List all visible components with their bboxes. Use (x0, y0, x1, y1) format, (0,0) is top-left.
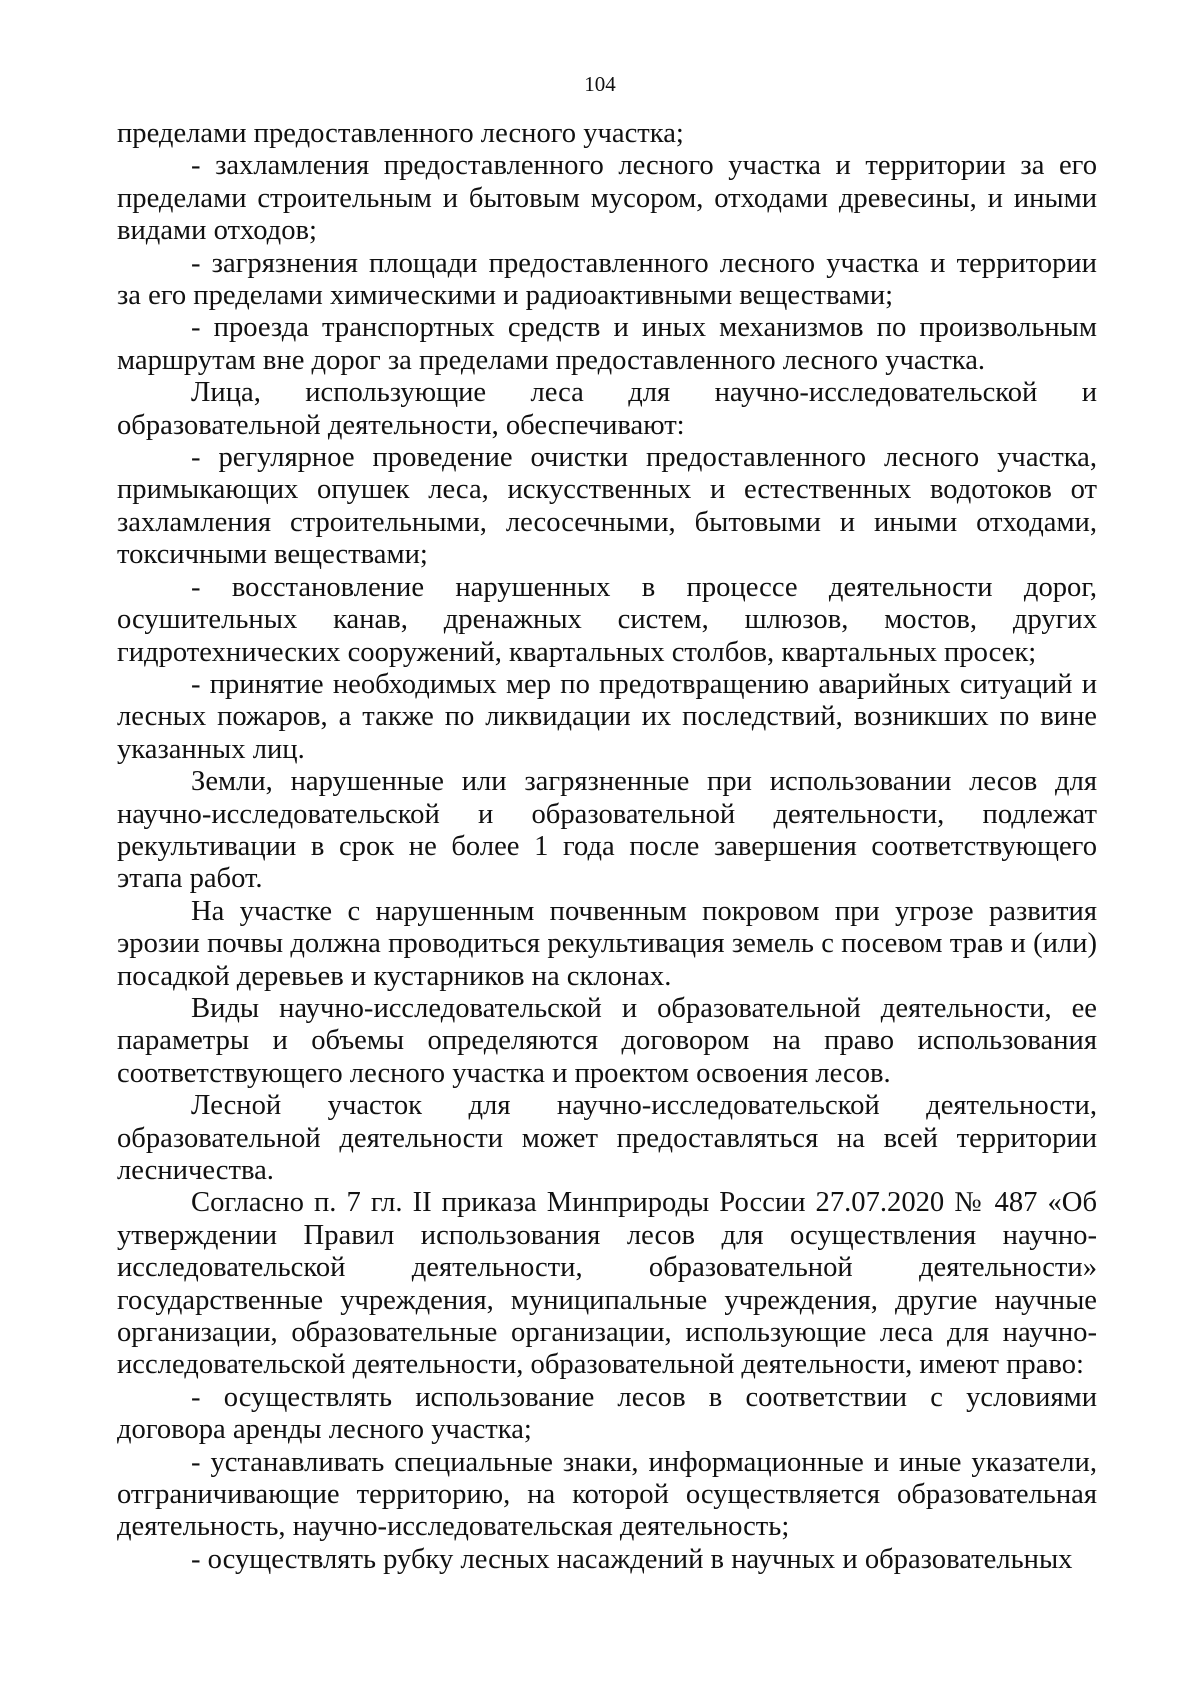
paragraph-activity-types: Виды научно-исследовательской и образовательной деятельности, ее параметры и объемы определяются договором на право использования соответствующего лесного участка и проектом освоения лесов. (117, 992, 1097, 1089)
paragraph-plot-provision: Лесной участок для научно-исследовательской деятельности, образовательной деятельности может предоставляться на всей территории лесничества. (117, 1090, 1097, 1186)
list-item-pollution: - загрязнения площади предоставленного лесного участка и территории за его пределами химическими и радиоактивными веществами; (117, 247, 1097, 312)
paragraph-order-reference: Согласно п. 7 гл. II приказа Минприроды России 27.07.2020 № 487 «Об утверждении Правил использования лесов для осуществления научно-исследовательской деятельности, образовательной деятельности» государственные учреждения, муниципальные учреждения, другие научные организации, образовательные организации, использующие леса для научно-исследовательской деятельности, образовательной деятельности, имеют право: (117, 1187, 1097, 1381)
body-text (117, 118, 1097, 1576)
page-number: 104 (584, 72, 616, 96)
list-item-lease-use: - осуществлять использование лесов в соответствии с условиями договора аренды лесного участка; (117, 1381, 1097, 1446)
list-item-signs: - устанавливать специальные знаки, информационные и иные указатели, отграничивающие территорию, на которой осуществляется образовательная деятельность, научно-исследовательская деятельность; (117, 1446, 1097, 1543)
list-item-clutter: - захламления предоставленного лесного участка и территории за его пределами строительным и бытовым мусором, отходами древесины, и иными видами отходов; (117, 150, 1097, 247)
paragraph-erosion: На участке с нарушенным почвенным покровом при угрозе развития эрозии почвы должна проводиться рекультивация земель с посевом трав и (или) посадкой деревьев и кустарников на склонах. (117, 895, 1097, 992)
list-item-emergency-measures: - принятие необходимых мер по предотвращению аварийных ситуаций и лесных пожаров, а также по ликвидации их последствий, возникших по вине указанных лиц. (117, 668, 1097, 765)
list-item-cleaning: - регулярное проведение очистки предоставленного лесного участка, примыкающих опушек леса, искусственных и естественных водотоков от захламления строительными, лесосечными, бытовыми и иными отходами, токсичными веществами; (117, 442, 1097, 571)
paragraph-recultivation-term: Земли, нарушенные или загрязненные при использовании лесов для научно-исследовательской и образовательной деятельности, подлежат рекультивации в срок не более 1 года после завершения соответствующего этапа работ. (117, 766, 1097, 895)
paragraph-obligations-intro: Лица, использующие леса для научно-исследовательской и образовательной деятельности, обеспечивают: (117, 377, 1097, 441)
list-item-felling: - осуществлять рубку лесных насаждений в научных и образовательных (191, 1543, 1073, 1575)
list-item-vehicles: - проезда транспортных средств и иных механизмов по произвольным маршрутам вне дорог за пределами предоставленного лесного участка. (117, 312, 1097, 376)
paragraph-continued: пределами предоставленного лесного участка; (117, 118, 684, 149)
list-item-restoration: - восстановление нарушенных в процессе деятельности дорог, осушительных канав, дренажных систем, шлюзов, мостов, других гидротехнических сооружений, квартальных столбов, квартальных просек; (117, 571, 1097, 668)
